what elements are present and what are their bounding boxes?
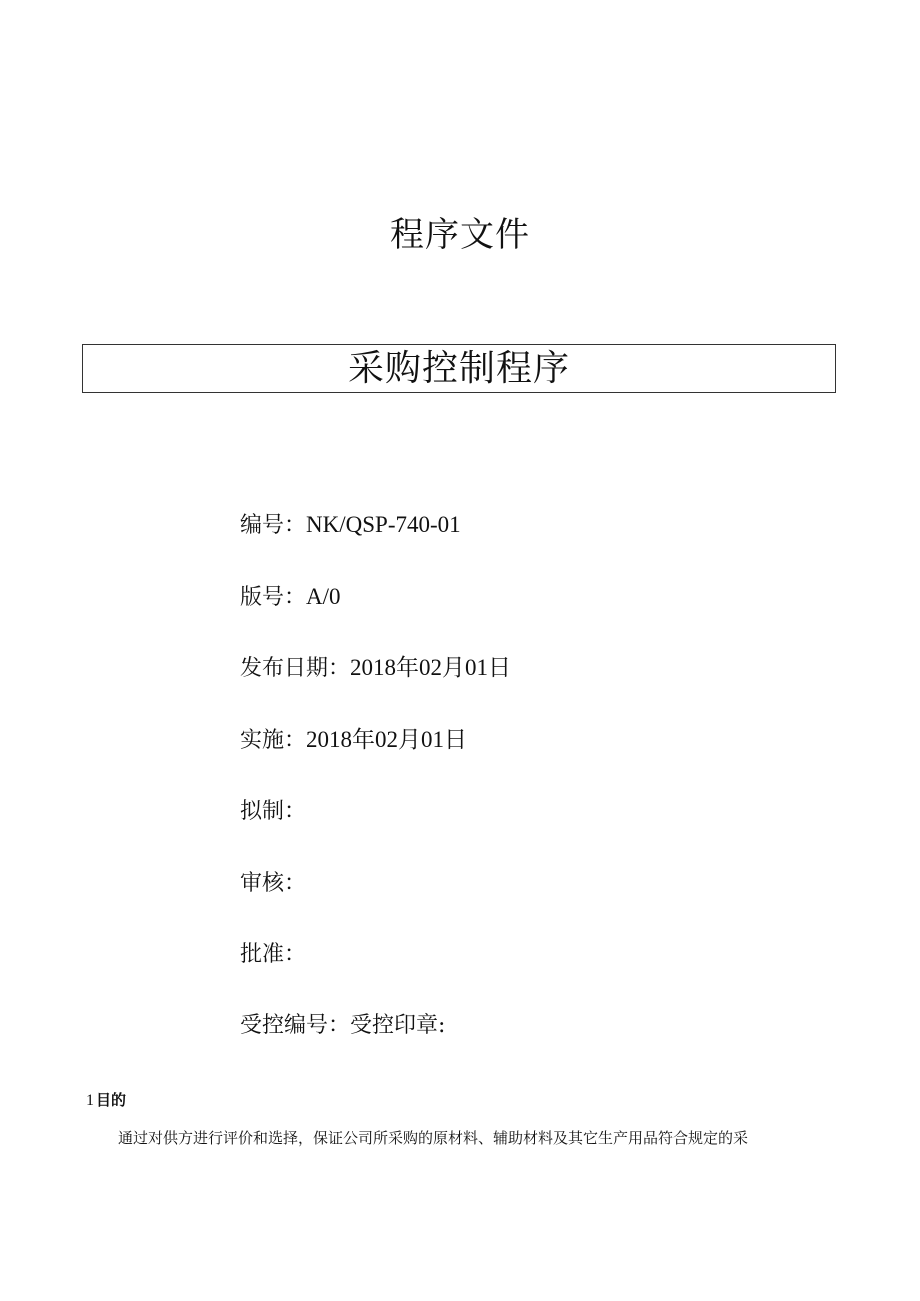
info-label: 发布日期： bbox=[240, 656, 351, 681]
document-type-heading: 程序文件 bbox=[390, 215, 530, 255]
info-label: 版号： bbox=[240, 584, 307, 610]
info-label: 批准： bbox=[240, 942, 307, 967]
info-label: 拟制： bbox=[240, 799, 307, 824]
info-value: A/0 bbox=[306, 583, 341, 609]
info-row-controlled-number bbox=[240, 1006, 511, 1078]
info-row-number bbox=[240, 505, 511, 577]
info-row-approved-by bbox=[240, 934, 511, 1006]
document-title-box bbox=[82, 344, 836, 393]
info-row-release-date bbox=[240, 648, 511, 720]
info-value: 受控印章: bbox=[350, 1012, 446, 1038]
info-row-drafted-by bbox=[240, 791, 511, 863]
section-title: 目的 bbox=[96, 1091, 127, 1109]
section-number: 1 bbox=[86, 1092, 94, 1109]
info-row-version bbox=[240, 577, 511, 649]
info-label: 审核： bbox=[240, 870, 307, 896]
info-label: 实施： bbox=[240, 727, 307, 753]
info-value: 2018年02月01日 bbox=[350, 655, 512, 680]
info-row-effective-date bbox=[240, 720, 511, 792]
info-label: 受控编号： bbox=[240, 1012, 351, 1038]
section-body-text: 通过对供方进行评价和选择，保证公司所采购的原材料、辅助材料及其它生产用品符合规定的采 bbox=[118, 1129, 749, 1147]
info-row-reviewed-by bbox=[240, 863, 511, 935]
info-label: 编号： bbox=[240, 513, 307, 538]
section-heading-purpose bbox=[86, 1087, 126, 1114]
info-value: NK/QSP-740-01 bbox=[306, 512, 461, 537]
document-info-list bbox=[240, 505, 511, 1077]
document-title: 采购控制程序 bbox=[347, 348, 570, 389]
info-value: 2018年02月01日 bbox=[306, 726, 468, 752]
